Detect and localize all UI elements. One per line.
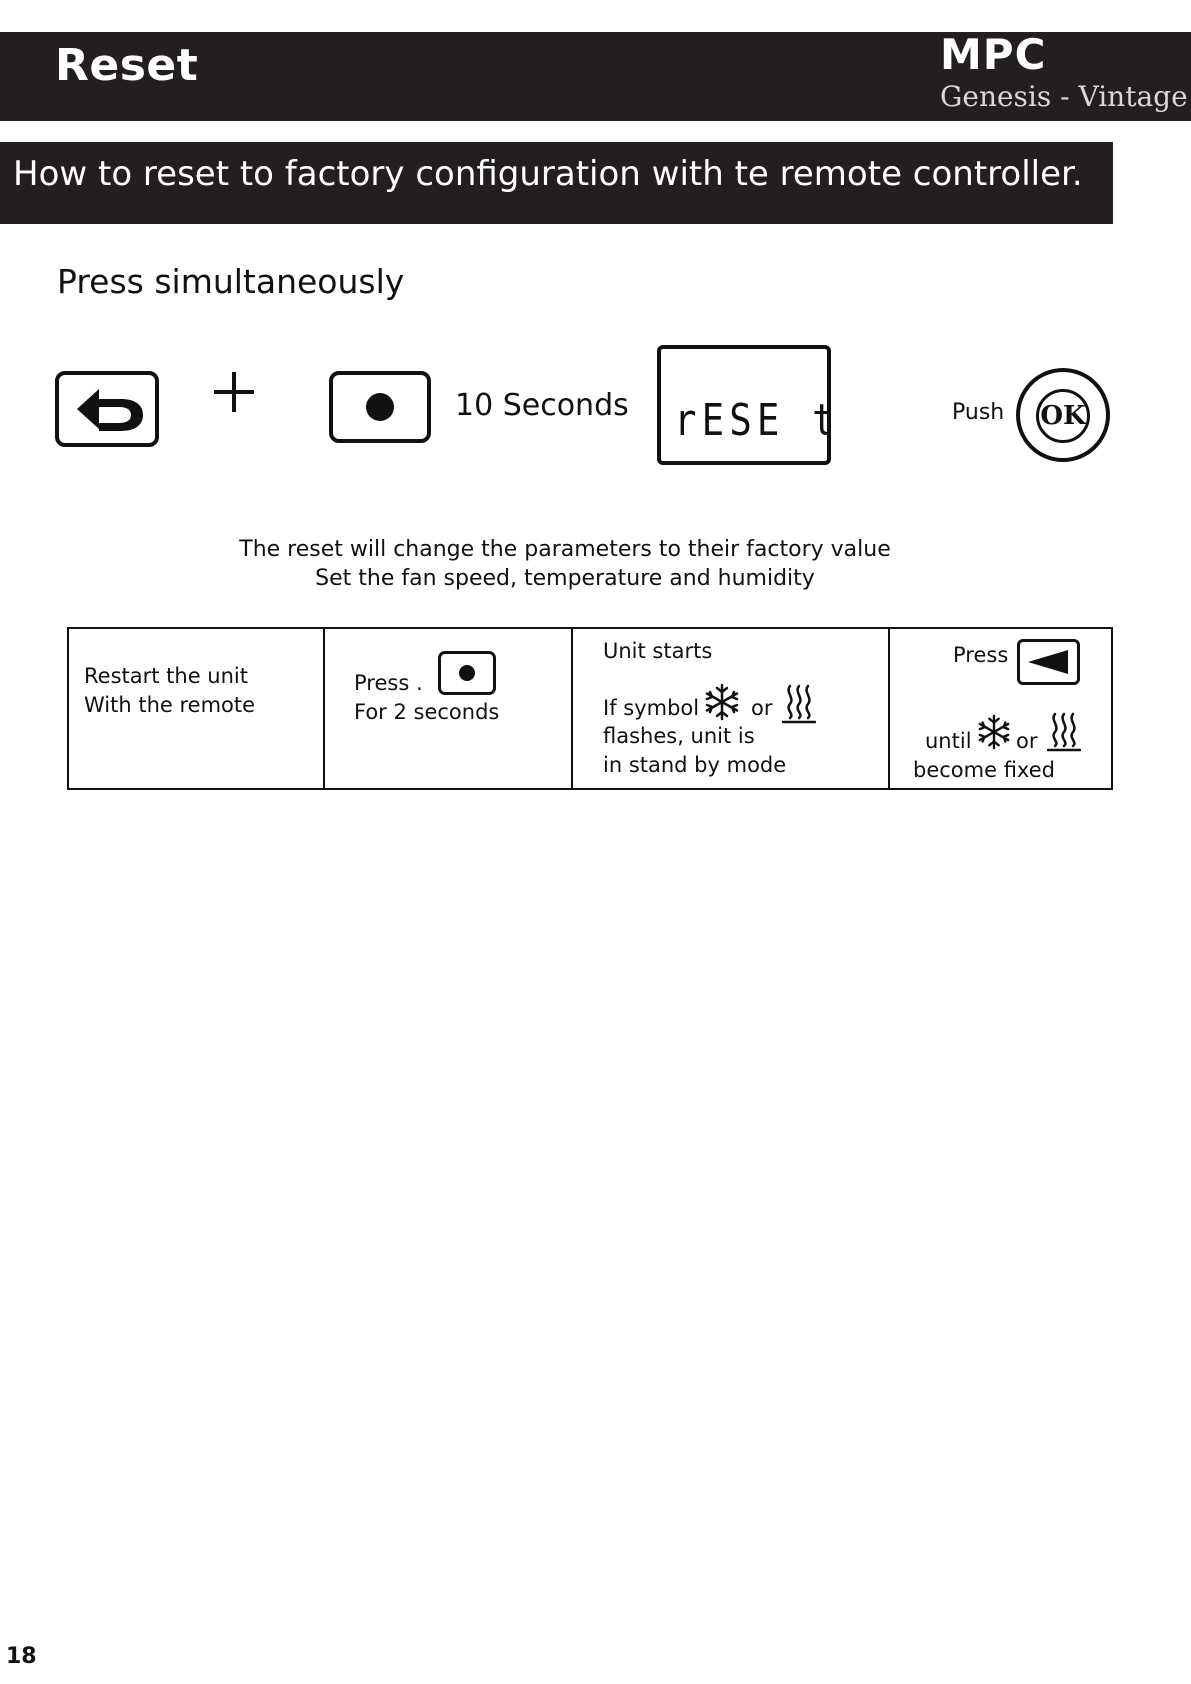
dot-button-icon — [329, 371, 431, 443]
snowflake-icon — [976, 713, 1012, 751]
table-divider — [571, 627, 573, 790]
step-4-line-2: until — [925, 729, 972, 753]
note-line-1: The reset will change the parameters to their factory value — [239, 537, 891, 562]
step-4-line-3: become fixed — [913, 758, 1055, 782]
heat-icon — [1047, 710, 1081, 752]
note-line-2: Set the fan speed, temperature and humidity — [315, 566, 815, 591]
press-simultaneously-label: Press simultaneously — [57, 262, 405, 301]
table-divider — [888, 627, 890, 790]
step-1-line-2: With the remote — [84, 693, 256, 717]
step-3-line-3: flashes, unit is — [603, 724, 755, 748]
step-3-line-1: Unit starts — [603, 639, 713, 663]
step-1-line-1: Restart the unit — [84, 664, 248, 688]
brand-subtitle: Genesis - Vintage — [940, 80, 1188, 113]
step-4-line-1: Press — [953, 643, 1009, 667]
step-2-line-2: For 2 seconds — [354, 700, 500, 724]
heat-icon — [782, 682, 816, 724]
step-2-line-1: Press . — [354, 671, 423, 695]
step-3-line-4: in stand by mode — [603, 753, 787, 777]
back-button-icon — [55, 371, 159, 447]
snowflake-icon — [703, 683, 741, 721]
push-label: Push — [952, 400, 1005, 425]
left-arrow-button-icon — [1017, 639, 1080, 685]
step-4-or: or — [1016, 729, 1038, 753]
page-title: Reset — [55, 40, 199, 91]
plus-icon — [214, 372, 254, 412]
page-number: 18 — [6, 1644, 37, 1669]
dot-button-icon — [438, 651, 496, 695]
section-title: How to reset to factory configuration with te remote controller. — [13, 154, 1083, 194]
step-3-line-2: If symbol — [603, 696, 700, 720]
duration-label: 10 Seconds — [455, 388, 629, 423]
ok-button-label: OK — [1040, 401, 1086, 431]
lcd-display-text: rESE t — [674, 395, 840, 446]
step-3-or: or — [751, 696, 773, 720]
brand-name: MPC — [940, 30, 1047, 79]
table-divider — [323, 627, 325, 790]
